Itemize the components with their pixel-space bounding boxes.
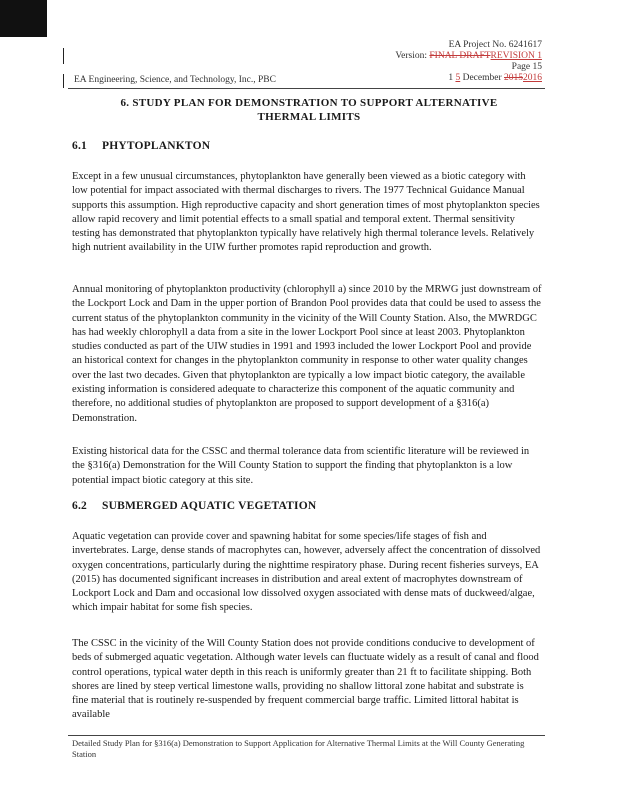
paragraph: Except in a few unusual circumstances, phytoplankton have generally been viewed as a biotic category with low potential for impact associated with thermal discharges to rivers. The 1977 Technical Guidance Manual supports this assumption. High reproductive capacity and short generation times of most phytoplankton species allow rapid recovery and limit potential effects to a small spatial and temporal extent. Thermal sensitivity testing has demonstrated that phytoplankton typically have relatively high thermal tolerance levels. Relatively high nutrient availability in the UIW further promotes rapid reproduction and growth. xyxy=(72,171,540,254)
project-number: EA Project No. 6241617 xyxy=(448,40,542,50)
paragraph: Existing historical data for the CSSC and thermal tolerance data from scientific literature will be reviewed in the §316(a) Demonstration for the Will County Station to support the finding that phytoplankton is a low potential impact biotic category at this site. xyxy=(72,446,530,486)
version-struck: FINAL DRAFT xyxy=(429,51,491,61)
footer-divider xyxy=(68,735,545,736)
change-bar xyxy=(63,74,64,88)
paragraph: Annual monitoring of phytoplankton productivity (chlorophyll a) since 2010 by the MRWG just downstream of the Lockport Lock and Dam in the upper portion of Brandon Pool provides data that could be used to assess the current status of the phytoplankton community in the vicinity of the Will County Station. Also, the MWRDGC has had weekly chlorophyll a data from a site in the lower Lockport Pool since at least 2003. Phytoplankton studies conducted as part of the UIW studies in 1991 and 1993 included the lower Lockport Pool and provide an historical context for changes in the phytoplankton community in response to other water quality changes over the last two decades. Given that phytoplankton are typically a low impact biotic category, the available existing information is considered adequate to characterize this component of the aquatic community and therefore, no additional studies of phytoplankton are proposed to support development of a §316(a) Demonstration. xyxy=(72,284,542,424)
paragraph: Aquatic vegetation can provide cover and spawning habitat for some species/life stages of fish and invertebrates. Large, dense stands of macrophytes can, however, adversely affect the concentration of dissolved oxygen concentrations, particularly during the nighttime respiratory phase. During recent fisheries surveys, EA (2015) has documented significant increases in distribution and areal extent of macrophytes downstream of Lockport Lock and Dam and occasional low dissolved oxygen associated with dense mats of duckweed/algae, which impair habitat for some fish species. xyxy=(72,531,541,614)
document-footer: Detailed Study Plan for §316(a) Demonstration to Support Application for Alternative Thermal Limits at the Will County Generating Station xyxy=(72,738,525,759)
subsection-heading-phytoplankton: 6.1 PHYTOPLANKTON xyxy=(72,140,211,152)
page-number: Page 15 xyxy=(511,62,542,72)
change-bar xyxy=(63,48,64,64)
document-date: 1 5 December 20152016 xyxy=(448,73,542,83)
version-line: Version: FINAL DRAFTREVISION 1 xyxy=(395,51,542,61)
section-title: 6. STUDY PLAN FOR DEMONSTRATION TO SUPPORT ALTERNATIVE THERMAL LIMITS xyxy=(120,97,498,123)
paragraph: The CSSC in the vicinity of the Will County Station does not provide conditions conducive to development of beds of submerged aquatic vegetation. Although water levels can fluctuate widely as a result of canal and flood control operations, typical water depth in this reach is uniformly greater than 21 ft to facilitate shipping. Both shores are lined by steep vertical limestone walls, providing no shallow littoral zone habitat and substrate is fine material that is routinely re-suspended by frequent commercial barge traffic. Limited littoral habitat is available xyxy=(72,638,539,721)
header-divider xyxy=(68,88,545,89)
subsection-heading-submerged-aquatic-vegetation: 6.2 SUBMERGED AQUATIC VEGETATION xyxy=(72,500,317,512)
document-header-info xyxy=(395,40,542,84)
scan-artifact xyxy=(0,0,47,37)
company-name: EA Engineering, Science, and Technology, Inc., PBC xyxy=(74,75,276,85)
version-current: REVISION 1 xyxy=(490,51,542,61)
